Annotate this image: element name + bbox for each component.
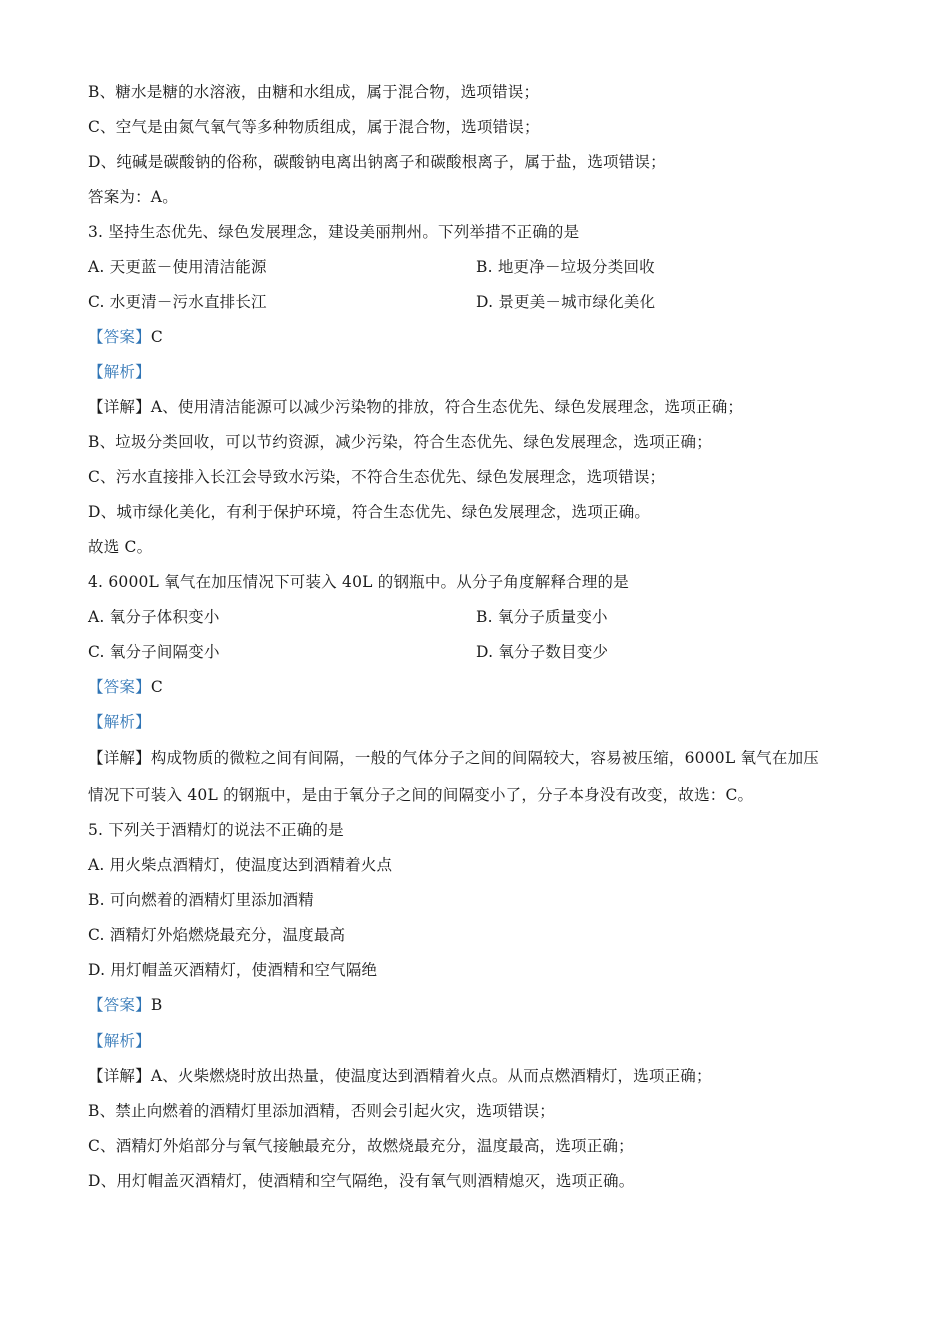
q3-option-d: D. 景更美－城市绿化美化 [476, 293, 656, 311]
q2-option-c-explanation: C、空气是由氮气氧气等多种物质组成，属于混合物，选项错误； [88, 118, 540, 136]
q5-option-c: C. 酒精灯外焰燃烧最充分，温度最高 [88, 926, 346, 944]
detail-tag: 【详解】 [88, 398, 151, 416]
answer-tag: 【答案】 [88, 678, 151, 696]
q3-option-a: A. 天更蓝－使用清洁能源 [88, 258, 267, 276]
q5-analysis-tag: 【解析】 [88, 1032, 151, 1050]
answer-tag: 【答案】 [88, 996, 151, 1014]
q4-detail-line-2: 情况下可装入 40L 的钢瓶中，是由于氧分子之间的间隔变小了，分子本身没有改变，故选：C。 [88, 786, 754, 804]
q5-detail-a [88, 1066, 712, 1086]
q3-detail-b: B、垃圾分类回收，可以节约资源，减少污染，符合生态优先、绿色发展理念，选项正确； [88, 433, 712, 451]
q5-detail-d: D、用灯帽盖灭酒精灯，使酒精和空气隔绝，没有氧气则酒精熄灭，选项正确。 [88, 1172, 635, 1190]
q5-detail-a-text: A、火柴燃烧时放出热量，使温度达到酒精着火点。从而点燃酒精灯，选项正确； [150, 1067, 712, 1085]
q2-option-b-explanation: B、糖水是糖的水溶液，由糖和水组成，属于混合物，选项错误； [88, 83, 540, 101]
q4-detail-text-1: 构成物质的微粒之间有间隔，一般的气体分子之间的间隔较大，容易被压缩，6000L 氧气在加压 [150, 749, 819, 767]
q4-answer-value: C [150, 678, 163, 696]
q4-stem: 4. 6000L 氧气在加压情况下可装入 40L 的钢瓶中。从分子角度解释合理的是 [88, 573, 629, 591]
q5-option-b: B. 可向燃着的酒精灯里添加酒精 [88, 891, 314, 909]
q4-analysis-tag: 【解析】 [88, 713, 151, 731]
q3-option-b: B. 地更净－垃圾分类回收 [476, 258, 655, 276]
q3-detail-d: D、城市绿化美化，有利于保护环境，符合生态优先、绿色发展理念，选项正确。 [88, 503, 651, 521]
q3-answer-value: C [150, 328, 163, 346]
detail-tag: 【详解】 [88, 1067, 151, 1085]
q2-option-d-explanation: D、纯碱是碳酸钠的俗称，碳酸钠电离出钠离子和碳酸根离子，属于盐，选项错误； [88, 153, 666, 171]
q3-stem: 3. 坚持生态优先、绿色发展理念，建设美丽荆州。下列举措不正确的是 [88, 223, 580, 241]
q5-stem: 5. 下列关于酒精灯的说法不正确的是 [88, 821, 344, 839]
q4-answer-line [88, 677, 163, 697]
q4-option-d: D. 氧分子数目变少 [476, 643, 609, 661]
detail-tag: 【详解】 [88, 749, 151, 767]
q3-conclusion: 故选 C。 [88, 538, 153, 556]
q5-option-a: A. 用火柴点酒精灯，使温度达到酒精着火点 [88, 856, 393, 874]
q3-option-c: C. 水更清－污水直排长江 [88, 293, 267, 311]
q5-answer-line [88, 995, 162, 1015]
q3-detail-c: C、污水直接排入长江会导致水污染，不符合生态优先、绿色发展理念，选项错误； [88, 468, 666, 486]
q4-option-c: C. 氧分子间隔变小 [88, 643, 220, 661]
q3-answer-line [88, 327, 163, 347]
q3-detail-a [88, 397, 743, 417]
q5-detail-b: B、禁止向燃着的酒精灯里添加酒精，否则会引起火灾，选项错误； [88, 1102, 555, 1120]
q2-answer-line: 答案为：A。 [88, 188, 178, 206]
q4-option-a: A. 氧分子体积变小 [88, 608, 220, 626]
q3-detail-a-text: A、使用清洁能源可以减少污染物的排放，符合生态优先、绿色发展理念，选项正确； [150, 398, 744, 416]
q3-analysis-tag: 【解析】 [88, 363, 151, 381]
q4-option-b: B. 氧分子质量变小 [476, 608, 608, 626]
q4-detail-line-1 [88, 748, 819, 768]
q5-option-d: D. 用灯帽盖灭酒精灯，使酒精和空气隔绝 [88, 961, 378, 979]
q5-detail-c: C、酒精灯外焰部分与氧气接触最充分，故燃烧最充分，温度最高，选项正确； [88, 1137, 634, 1155]
answer-tag: 【答案】 [88, 328, 151, 346]
q5-answer-value: B [150, 996, 163, 1014]
